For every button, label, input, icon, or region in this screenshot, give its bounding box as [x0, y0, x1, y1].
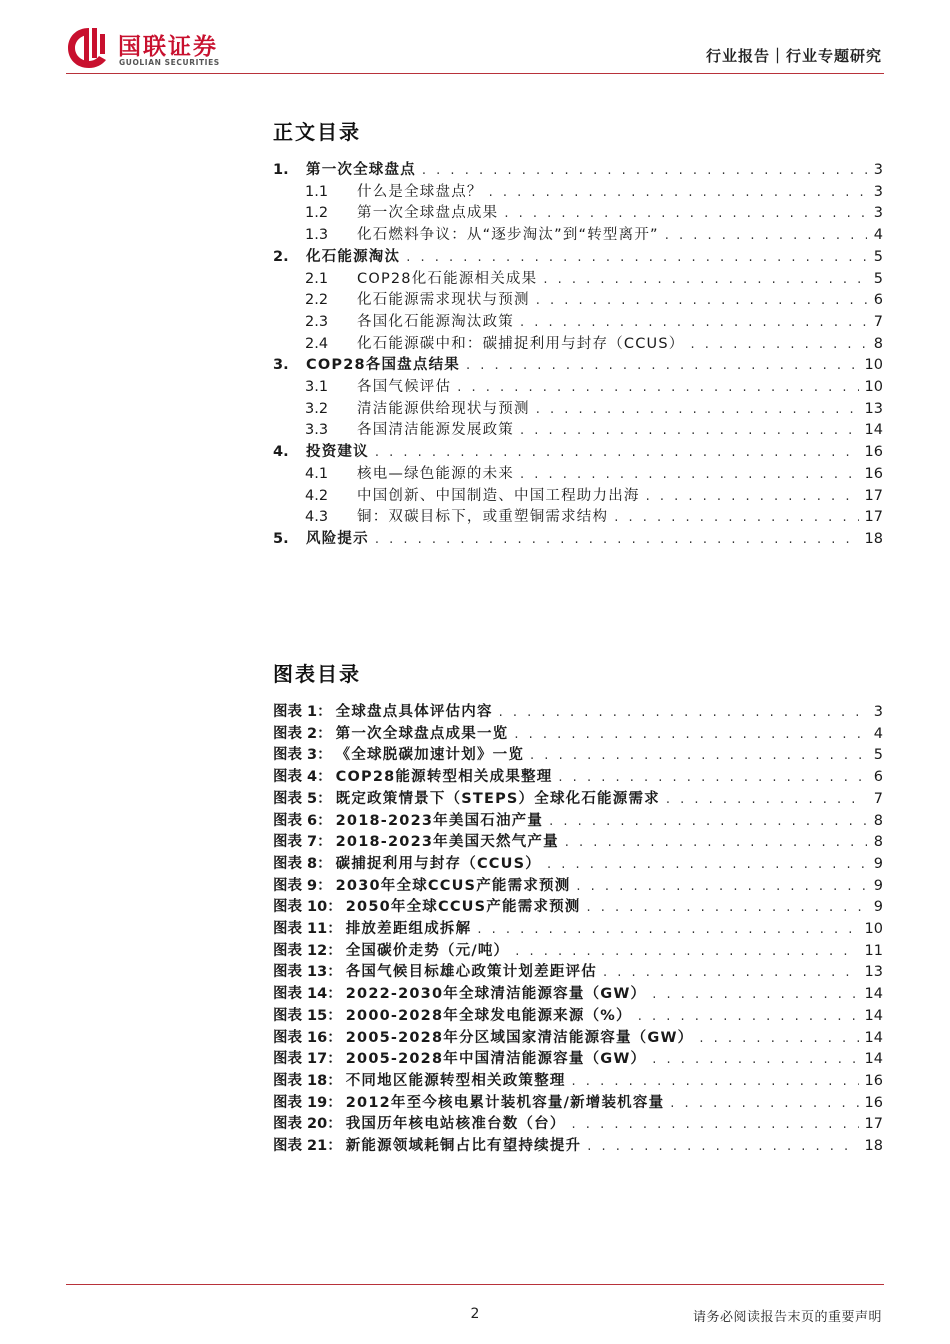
dot-leader: [489, 185, 867, 200]
entry-page-number: 18: [864, 530, 883, 547]
entry-title: 不同地区能源转型相关政策整理: [345, 1072, 566, 1089]
report-type: 行业报告｜行业专题研究: [705, 47, 882, 65]
entry-page-number: 9: [873, 855, 883, 872]
entry-number: 图表 15：: [273, 1007, 342, 1024]
entry-page-number: 17: [864, 487, 883, 504]
entry-number: 图表 3：: [273, 747, 332, 764]
entry-number: 1.3: [305, 227, 329, 244]
figure-entry[interactable]: [273, 960, 883, 982]
entry-title: 2018-2023年美国天然气产量: [335, 834, 559, 851]
entry-number: 图表 14：: [273, 986, 342, 1003]
entry-title: 第一次全球盘点成果: [357, 205, 499, 222]
entry-page-number: 3: [873, 704, 883, 720]
figure-entry[interactable]: [273, 700, 883, 722]
toc-entry[interactable]: [305, 418, 883, 440]
dot-leader: [638, 1009, 859, 1024]
entry-number: 图表 6：: [273, 812, 332, 829]
dot-leader: [690, 337, 867, 352]
entry-number: 图表 16：: [273, 1029, 342, 1046]
entry-number: 图表 18：: [273, 1072, 342, 1089]
entry-number: 图表 21：: [273, 1138, 342, 1154]
entry-page-number: 14: [864, 422, 883, 439]
entry-number: 图表 11：: [273, 921, 342, 937]
entry-page-number: 6: [873, 292, 883, 309]
entry-title: 化石能源碳中和：碳捕捉利用与封存（CCUS）: [357, 335, 685, 352]
entry-title: 2012年至今核电累计装机容量/新增装机容量: [345, 1094, 665, 1111]
dot-leader: [652, 1052, 858, 1067]
disclaimer-note: 请务必阅读报告末页的重要声明: [692, 1310, 882, 1325]
figure-entry[interactable]: [273, 982, 883, 1004]
dot-leader: [520, 423, 859, 438]
dot-leader: [543, 272, 867, 287]
figure-entry[interactable]: [273, 1134, 883, 1156]
entry-number: 2.: [273, 248, 289, 265]
entry-number: 3.: [273, 357, 289, 374]
entry-title: 投资建议: [306, 444, 369, 461]
entry-page-number: 14: [864, 1051, 883, 1068]
dot-leader: [536, 293, 867, 308]
entry-title: 2018-2023年美国石油产量: [335, 812, 544, 829]
dot-leader: [587, 1139, 858, 1154]
entry-page-number: 4: [873, 725, 883, 742]
toc-title: 正文目录: [273, 120, 361, 144]
toc-entry[interactable]: [305, 397, 883, 419]
toc-entry[interactable]: [305, 505, 883, 527]
entry-title: 2005-2028年分区域国家清洁能源容量（GW）: [345, 1029, 694, 1046]
dot-leader: [422, 163, 867, 178]
dot-leader: [504, 206, 867, 221]
dot-leader: [547, 857, 867, 872]
figure-entry[interactable]: [273, 1004, 883, 1026]
entry-page-number: 3: [873, 205, 883, 222]
footer-divider: [66, 1284, 884, 1285]
entry-number: 图表 19：: [273, 1094, 342, 1111]
dot-leader: [514, 727, 867, 742]
figure-entry[interactable]: [273, 917, 883, 939]
figure-entry[interactable]: [273, 787, 883, 809]
figure-entry[interactable]: [273, 1047, 883, 1069]
dot-leader: [576, 879, 867, 894]
entry-page-number: 10: [864, 379, 883, 395]
entry-title: 排放差距组成拆解: [345, 921, 472, 937]
entry-title: 2030年全球CCUS产能需求预测: [335, 877, 571, 894]
entry-number: 2.1: [305, 270, 329, 287]
entry-page-number: 17: [864, 1116, 883, 1133]
entry-number: 4.1: [305, 465, 329, 482]
figures-title: 图表目录: [273, 662, 361, 686]
figure-entry[interactable]: [273, 895, 883, 917]
entry-title: 各国气候评估: [357, 379, 452, 395]
toc-entry[interactable]: [305, 267, 883, 289]
logo-text-en: GUOLIAN SECURITIES: [119, 58, 220, 67]
guolian-logo-icon: [66, 26, 112, 70]
entry-number: 图表 2：: [273, 725, 332, 742]
entry-title: 化石能源需求现状与预测: [357, 292, 530, 309]
figure-entry[interactable]: [273, 809, 883, 831]
entry-page-number: 6: [873, 769, 883, 786]
entry-title: 铜：双碳目标下，或重塑铜需求结构: [357, 509, 609, 526]
entry-number: 图表 12：: [273, 942, 342, 959]
figure-entry[interactable]: [273, 939, 883, 961]
entry-page-number: 18: [864, 1138, 883, 1154]
entry-title: 我国历年核电站核准台数（台）: [345, 1116, 566, 1133]
entry-page-number: 7: [873, 790, 883, 807]
entry-title: 2000-2028年全球发电能源来源（%）: [345, 1007, 632, 1024]
toc-entry[interactable]: [273, 527, 883, 549]
entry-page-number: 5: [873, 248, 883, 265]
dot-leader: [536, 402, 859, 417]
entry-page-number: 5: [873, 747, 883, 764]
figure-entry[interactable]: [273, 722, 883, 744]
entry-title: 各国气候目标雄心政策计划差距评估: [345, 964, 597, 981]
dot-leader: [614, 510, 858, 525]
entry-page-number: 9: [873, 877, 883, 894]
entry-title: COP28各国盘点结果: [306, 357, 460, 374]
entry-title: 化石能源淘汰: [306, 248, 401, 265]
entry-title: COP28化石能源相关成果: [357, 270, 538, 287]
toc-entry[interactable]: [305, 310, 883, 332]
entry-title: 《全球脱碳加速计划》一览: [335, 747, 525, 764]
entry-page-number: 13: [864, 400, 883, 417]
entry-number: 1.2: [305, 205, 329, 222]
toc-entry[interactable]: [305, 223, 883, 245]
entry-page-number: 14: [864, 986, 883, 1003]
entry-page-number: 17: [864, 509, 883, 526]
entry-title: 各国清洁能源发展政策: [357, 422, 514, 439]
dot-leader: [558, 770, 867, 785]
figure-entry[interactable]: [273, 1112, 883, 1134]
entry-number: 3.1: [305, 379, 329, 395]
entry-page-number: 14: [864, 1029, 883, 1046]
entry-page-number: 4: [873, 227, 883, 244]
page-number: 2: [470, 1306, 480, 1322]
entry-number: 2.3: [305, 313, 329, 330]
entry-number: 图表 13：: [273, 964, 342, 981]
dot-leader: [520, 467, 859, 482]
entry-page-number: 13: [864, 964, 883, 981]
dot-leader: [565, 835, 867, 850]
entry-page-number: 8: [873, 335, 883, 352]
entry-title: 2050年全球CCUS产能需求预测: [345, 899, 581, 916]
toc-entry[interactable]: [305, 332, 883, 354]
dot-leader: [375, 532, 859, 547]
toc-entry[interactable]: [305, 288, 883, 310]
figure-entry[interactable]: [273, 1069, 883, 1091]
entry-title: 既定政策情景下（STEPS）全球化石能源需求: [335, 790, 660, 807]
entry-page-number: 3: [873, 162, 883, 178]
entry-title: 第一次全球盘点: [306, 162, 416, 178]
dot-leader: [549, 814, 867, 829]
dot-leader: [572, 1117, 859, 1132]
dot-leader: [477, 922, 858, 937]
entry-title: 2022-2030年全球清洁能源容量（GW）: [345, 986, 647, 1003]
entry-page-number: 14: [864, 1007, 883, 1024]
entry-title: 第一次全球盘点成果一览: [335, 725, 509, 742]
dot-leader: [375, 445, 859, 460]
entry-number: 4.: [273, 444, 289, 461]
toc-entry[interactable]: [305, 201, 883, 223]
entry-number: 图表 7：: [273, 834, 332, 851]
dot-leader: [652, 987, 858, 1002]
figure-entry[interactable]: [273, 1091, 883, 1113]
entry-page-number: 16: [864, 1072, 883, 1089]
dot-leader: [665, 228, 867, 243]
figure-entry[interactable]: [273, 830, 883, 852]
figure-entry[interactable]: [273, 874, 883, 896]
entry-number: 图表 8：: [273, 855, 332, 872]
entry-number: 5.: [273, 530, 289, 547]
entry-title: 全国碳价走势（元/吨）: [345, 942, 510, 959]
entry-title: 各国化石能源淘汰政策: [357, 313, 514, 330]
toc-entry[interactable]: [273, 245, 883, 267]
entry-title: 什么是全球盘点？: [357, 183, 483, 200]
entry-number: 图表 17：: [273, 1051, 342, 1068]
entry-title: 碳捕捉利用与封存（CCUS）: [335, 855, 541, 872]
dot-leader: [466, 358, 859, 373]
dot-leader: [520, 315, 867, 330]
dot-leader: [670, 1096, 858, 1111]
entry-page-number: 16: [864, 1094, 883, 1111]
dot-leader: [603, 965, 859, 980]
dot-leader: [499, 705, 867, 720]
entry-page-number: 9: [873, 899, 883, 916]
toc-entry[interactable]: [305, 462, 883, 484]
entry-title: 全球盘点具体评估内容: [335, 704, 493, 720]
entry-page-number: 10: [864, 921, 883, 937]
company-logo: [66, 26, 266, 70]
entry-number: 4.3: [305, 509, 329, 526]
toc-entry[interactable]: [273, 158, 883, 180]
logo-text-cn: 国联证券: [118, 34, 218, 60]
dot-leader: [699, 1031, 858, 1046]
entry-title: 中国创新、中国制造、中国工程助力出海: [357, 487, 640, 504]
entry-number: 图表 5：: [273, 790, 332, 807]
entry-title: 清洁能源供给现状与预测: [357, 400, 530, 417]
entry-number: 图表 10：: [273, 899, 342, 916]
entry-page-number: 11: [864, 942, 883, 959]
entry-page-number: 10: [864, 357, 883, 374]
entry-number: 1.: [273, 162, 289, 178]
dot-leader: [515, 944, 858, 959]
entry-number: 2.4: [305, 335, 329, 352]
dot-leader: [572, 1074, 859, 1089]
figure-entry[interactable]: [273, 765, 883, 787]
entry-number: 图表 20：: [273, 1116, 342, 1133]
entry-title: 新能源领域耗铜占比有望持续提升: [345, 1138, 582, 1154]
figure-entry[interactable]: [273, 852, 883, 874]
entry-number: 2.2: [305, 292, 329, 309]
header-divider: [66, 73, 884, 74]
toc-entry[interactable]: [305, 484, 883, 506]
entry-page-number: 5: [873, 270, 883, 287]
dot-leader: [406, 250, 867, 265]
figure-entry[interactable]: [273, 1026, 883, 1048]
dot-leader: [530, 748, 867, 763]
entry-page-number: 16: [864, 444, 883, 461]
entry-page-number: 8: [873, 812, 883, 829]
entry-number: 4.2: [305, 487, 329, 504]
toc-entry[interactable]: [273, 440, 883, 462]
entry-page-number: 3: [873, 183, 883, 200]
entry-page-number: 8: [873, 834, 883, 851]
dot-leader: [457, 380, 858, 395]
entry-number: 图表 4：: [273, 769, 332, 786]
entry-number: 图表 1：: [273, 704, 332, 720]
dot-leader: [587, 900, 868, 915]
entry-number: 图表 9：: [273, 877, 332, 894]
toc-entry[interactable]: [305, 180, 883, 202]
entry-number: 3.2: [305, 400, 329, 417]
entry-number: 1.1: [305, 183, 329, 200]
toc-entry[interactable]: [305, 375, 883, 397]
dot-leader: [666, 792, 867, 807]
toc-entry[interactable]: [273, 353, 883, 375]
entry-title: 核电—绿色能源的未来: [357, 465, 514, 482]
entry-number: 3.3: [305, 422, 329, 439]
entry-title: 2005-2028年中国清洁能源容量（GW）: [345, 1051, 647, 1068]
entry-page-number: 16: [864, 465, 883, 482]
dot-leader: [646, 489, 859, 504]
figure-entry[interactable]: [273, 743, 883, 765]
entry-title: 风险提示: [306, 530, 369, 547]
entry-title: 化石燃料争议：从“逐步淘汰”到“转型离开”: [357, 227, 659, 244]
entry-page-number: 7: [873, 313, 883, 330]
entry-title: COP28能源转型相关成果整理: [335, 769, 553, 786]
